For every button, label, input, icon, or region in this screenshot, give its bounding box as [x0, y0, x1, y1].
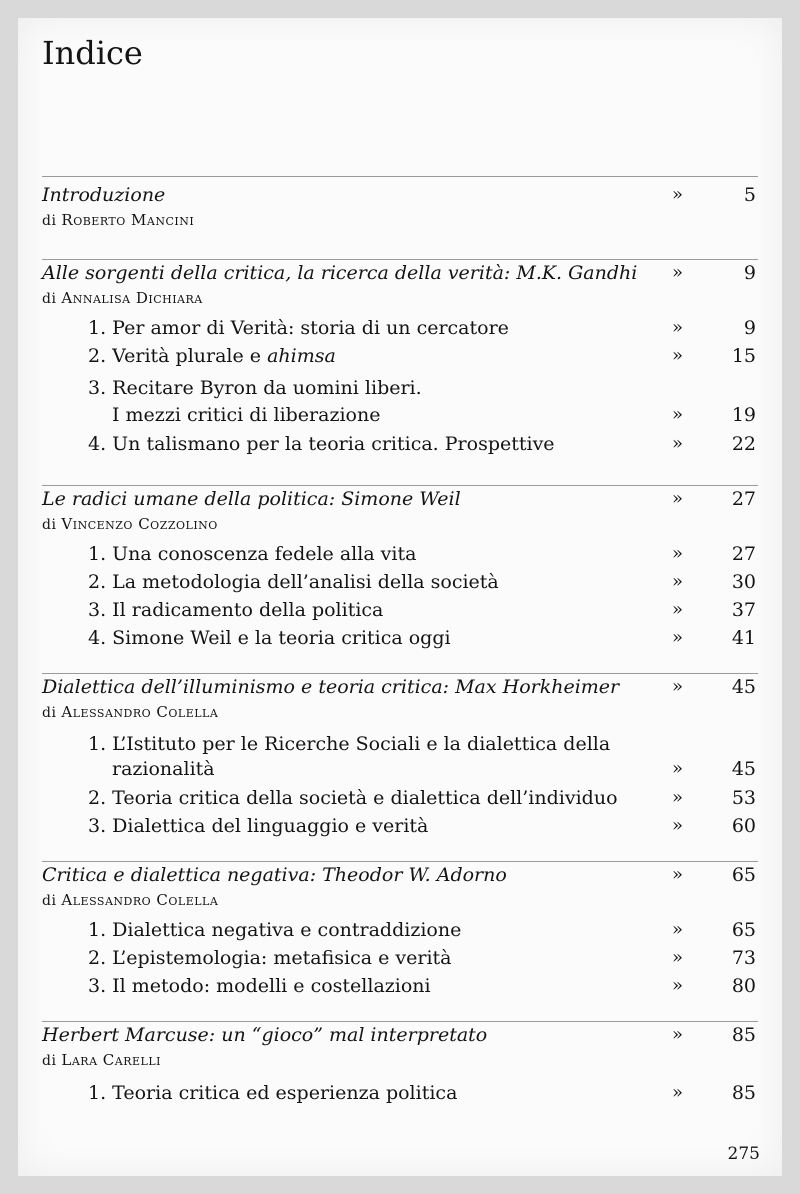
page-number: 9: [743, 317, 756, 339]
guillemet: »: [672, 815, 684, 836]
guillemet: »: [672, 787, 684, 808]
guillemet: »: [672, 433, 684, 454]
toc-section-entry[interactable]: [42, 813, 758, 839]
chapter-title: Le radici umane della politica: Simone Weil: [42, 488, 461, 510]
toc-section-entry[interactable]: [42, 731, 758, 757]
section-title: 1. L’Istituto per le Ricerche Sociali e la dialettica della: [88, 733, 611, 755]
guillemet: »: [672, 947, 684, 968]
section-title: 2. L’epistemologia: metafisica e verità: [88, 947, 452, 969]
section-title: 4. Un talismano per la teoria critica. Prospettive: [88, 433, 555, 455]
guillemet: »: [672, 184, 684, 205]
guillemet: »: [672, 1082, 684, 1103]
section-title: 3. Il radicamento della politica: [88, 599, 384, 621]
author-prefix: di: [42, 517, 57, 533]
page-number: 15: [731, 345, 756, 367]
chapter-title: Critica e dialettica negativa: Theodor W. Adorno: [42, 864, 507, 886]
toc-chapter-entry[interactable]: [42, 260, 758, 286]
book-page: [18, 18, 782, 1176]
chapter-author: [42, 288, 203, 308]
guillemet: »: [672, 676, 684, 697]
section-title: 4. Simone Weil e la teoria critica oggi: [88, 627, 451, 649]
author-name: Alessandro Colella: [61, 703, 219, 721]
page-number: 80: [731, 975, 756, 997]
toc-chapter-entry[interactable]: [42, 862, 758, 888]
chapter-author: [42, 514, 218, 534]
page-number: 30: [731, 571, 756, 593]
toc-section-entry[interactable]: [42, 625, 758, 651]
section-title: [88, 343, 336, 369]
page-number: 9: [743, 262, 756, 284]
chapter-author: [42, 702, 218, 722]
guillemet: »: [672, 599, 684, 620]
author-name: Roberto Mancini: [61, 211, 195, 229]
page-number: 27: [731, 543, 756, 565]
chapter-title: Dialettica dell’illuminismo e teoria critica: Max Horkheimer: [42, 676, 620, 698]
guillemet: »: [672, 627, 684, 648]
page-number: 45: [731, 676, 756, 698]
author-name: Vincenzo Cozzolino: [61, 515, 218, 533]
page-number: 85: [731, 1082, 756, 1104]
toc-section-entry-continuation[interactable]: [42, 756, 758, 782]
guillemet: »: [672, 404, 684, 425]
section-title: 3. Dialettica del linguaggio e verità: [88, 815, 429, 837]
chapter-author: [42, 890, 218, 910]
toc-section-entry[interactable]: [42, 945, 758, 971]
page-number: 5: [743, 184, 756, 206]
section-title: 1. Teoria critica ed esperienza politica: [88, 1082, 458, 1104]
page-number: 53: [731, 787, 756, 809]
chapter-title: Alle sorgenti della critica, la ricerca della verità: M.K. Gandhi: [42, 262, 638, 284]
section-title: razionalità: [112, 758, 215, 780]
author-prefix: di: [42, 291, 57, 307]
guillemet: »: [672, 975, 684, 996]
toc-section-entry-continuation[interactable]: [42, 402, 758, 428]
toc-chapter-entry[interactable]: [42, 182, 758, 208]
author-prefix: di: [42, 893, 57, 909]
page-number: 45: [731, 758, 756, 780]
author-name: Annalisa Dichiara: [61, 289, 203, 307]
chapter-author: [42, 1050, 161, 1070]
toc-chapter-entry[interactable]: [42, 486, 758, 512]
section-title: 1. Per amor di Verità: storia di un cercatore: [88, 317, 509, 339]
page-number: 73: [731, 947, 756, 969]
guillemet: »: [672, 488, 684, 509]
section-title: 3. Il metodo: modelli e costellazioni: [88, 975, 431, 997]
author-name: Alessandro Colella: [61, 891, 219, 909]
section-title-emphasis: ahimsa: [267, 345, 336, 367]
guillemet: »: [672, 919, 684, 940]
section-title: 3. Recitare Byron da uomini liberi.: [88, 377, 422, 399]
guillemet: »: [672, 543, 684, 564]
page-title: Indice: [42, 34, 143, 72]
page-number: 37: [731, 599, 756, 621]
chapter-title: Herbert Marcuse: un “gioco” mal interpretato: [42, 1024, 488, 1046]
toc-section-entry[interactable]: [42, 315, 758, 341]
toc-section-entry[interactable]: [42, 917, 758, 943]
page-number: 27: [731, 488, 756, 510]
page-number: 65: [731, 864, 756, 886]
guillemet: »: [672, 571, 684, 592]
toc-section-entry[interactable]: [42, 541, 758, 567]
guillemet: »: [672, 317, 684, 338]
author-prefix: di: [42, 1053, 57, 1069]
page-number: 60: [731, 815, 756, 837]
toc-section-entry[interactable]: [42, 569, 758, 595]
toc-section-entry[interactable]: [42, 1080, 758, 1106]
section-title: 1. Una conoscenza fedele alla vita: [88, 543, 417, 565]
page-number: 65: [731, 919, 756, 941]
toc-section-entry[interactable]: [42, 375, 758, 401]
toc-section-entry[interactable]: [42, 597, 758, 623]
toc-section-entry[interactable]: [42, 785, 758, 811]
page-number: 19: [731, 404, 756, 426]
guillemet: »: [672, 262, 684, 283]
page-number: 85: [731, 1024, 756, 1046]
section-title: I mezzi critici di liberazione: [112, 404, 381, 426]
section-title: 2. La metodologia dell’analisi della società: [88, 571, 499, 593]
guillemet: »: [672, 345, 684, 366]
guillemet: »: [672, 758, 684, 779]
section-title: 1. Dialettica negativa e contraddizione: [88, 919, 462, 941]
section-title-text: 2. Verità plurale e: [88, 345, 268, 367]
author-prefix: di: [42, 705, 57, 721]
toc-section-entry[interactable]: [42, 431, 758, 457]
section-title: 2. Teoria critica della società e dialettica dell’individuo: [88, 787, 618, 809]
author-name: Lara Carelli: [61, 1051, 161, 1069]
divider: [42, 176, 758, 177]
chapter-title: Introduzione: [42, 184, 166, 206]
author-prefix: di: [42, 213, 57, 229]
guillemet: »: [672, 864, 684, 885]
toc-section-entry[interactable]: [42, 343, 758, 369]
guillemet: »: [672, 1024, 684, 1045]
toc-section-entry[interactable]: [42, 973, 758, 999]
chapter-author: [42, 210, 194, 230]
page-folio-number: 275: [727, 1144, 760, 1164]
toc-chapter-entry[interactable]: [42, 1022, 758, 1048]
page-number: 22: [731, 433, 756, 455]
toc-chapter-entry[interactable]: [42, 674, 758, 700]
page-number: 41: [731, 627, 756, 649]
